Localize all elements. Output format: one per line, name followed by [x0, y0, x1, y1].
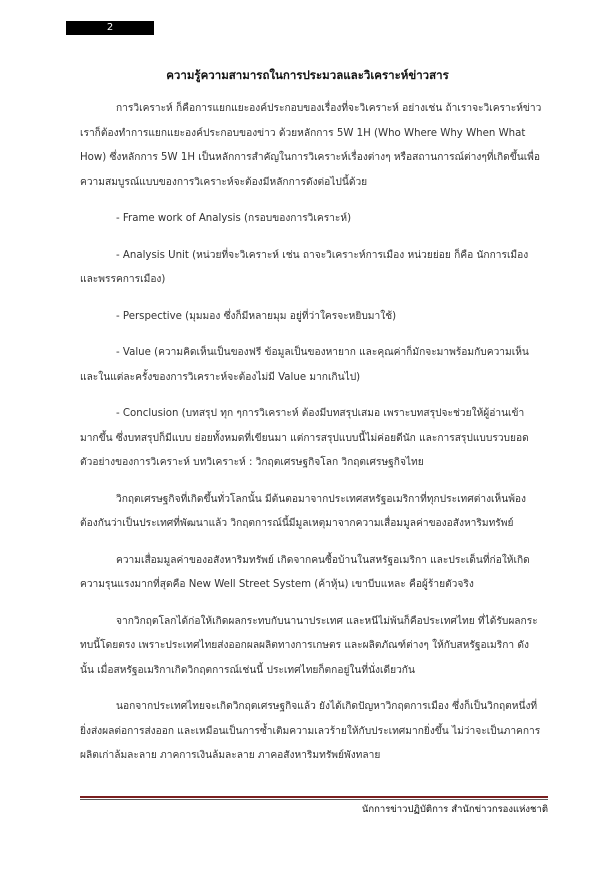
paragraph-perspective: - Perspective (มุมมอง ซึ่งก็มีหลายมุม อยู่ที่ว่าใครจะหยิบมาใช้) — [116, 310, 397, 322]
page-title: ความรู้ความสามารถในการประมวลและวิเคราะห์ข่าวสาร — [166, 68, 449, 82]
paragraph-property-value: ความเสื่อมมูลค่าของอสังหาริมทรัพย์ เกิดจากคนซื้อบ้านในสหรัฐอเมริกา และประเด็นที่ก่อให้เกิดความรุนแรงมากที่สุดคือ New Well Street System (ค้าหุ้น) เขาบีบแหละ คือผู้ร้ายตัวจริง — [80, 554, 530, 590]
paragraph-intro: การวิเคราะห์ ก็คือการแยกแยะองค์ประกอบของเรื่องที่จะวิเคราะห์ อย่างเช่น ถ้าเราจะวิเคราะห์ข่าวเราก็ต้องทำการแยกแยะองค์ประกอบของข่าว ด้วยหลักการ 5W 1H (Who Where Why When What How) ซึ่งหลักการ 5W 1H เป็นหลักการสำคัญในการวิเคราะห์เรื่องต่างๆ หรือสถานการณ์ต่างๆที่เกิดขึ้นเพื่อความสมบูรณ์แบบของการวิเคราะห์จะต้องมีหลักการดังต่อไปนี้ด้วย — [80, 103, 542, 188]
footer-divider — [80, 796, 548, 798]
paragraph-framework: - Frame work of Analysis (กรอบของการวิเคราะห์) — [116, 213, 352, 224]
page-number: 2 — [66, 21, 154, 35]
paragraph-conclusion: - Conclusion (บทสรุป ทุก ๆการวิเคราะห์ ต้องมีบทสรุปเสมอ เพราะบทสรุปจะช่วยให้ผู้อ่านเข้ามากขึ้น ซึ่งบทสรุปก็มีแบบ ย่อยทั้งหมดที่เขียนมา แต่การสรุปแบบนี้ไม่ค่อยดีนัก และการสรุปแบบรวบยอด ตัวอย่างของการวิเคราะห์ บทวิเคราะห์ : วิกฤตเศรษฐกิจโลก วิกฤตเศรษฐกิจไทย — [80, 408, 529, 468]
footer-divider-thin — [80, 799, 548, 800]
paragraph-political-crisis: นอกจากประเทศไทยจะเกิดวิกฤตเศรษฐกิจแล้ว ยังได้เกิดปัญหาวิกฤตการเมือง ซึ่งก็เป็นวิกฤตหนึ่งที่ยิ่งส่งผลต่อการส่งออก และเหมือนเป็นการซ้ำเติมความเลวร้ายให้กับประเทศมากยิ่งขึ้น ไม่ว่าจะเป็นภาคการผลิตเก่าล้มละลาย ภาคการเงินล้มละลาย ภาคอสังหาริมทรัพย์พังทลาย — [80, 701, 541, 761]
paragraph-value: - Value (ความคิดเห็นเป็นของฟรี ข้อมูลเป็นของหายาก และคุณค่าก็มักจะมาพร้อมกับความเห็นและในแต่ละครั้งของการวิเคราะห์จะต้องไม่มี Value มากเกินไป) — [80, 347, 529, 383]
body-text — [80, 97, 542, 781]
paragraph-analysis-unit: - Analysis Unit (หน่วยที่จะวิเคราะห์ เช่น ถาจะวิเคราะห์การเมือง หน่วยย่อย ก็คือ นักการเมืองและพรรคการเมือง) — [80, 249, 529, 285]
paragraph-thailand-impact: จากวิกฤตโลกได้ก่อให้เกิดผลกระทบกับนานาประเทศ และหนีไม่พ้นก็คือประเทศไทย ที่ได้รับผลกระทบนี้โดยตรง เพราะประเทศไทยส่งออกผลผลิตทางการเกษตร และผลิตภัณฑ์ต่างๆ ให้กับสหรัฐอเมริกา ดังนั้น เมื่อสหรัฐอเมริกาเกิดวิกฤตการณ์เช่นนี้ ประเทศไทยก็ตกอยู่ในที่นั่งเดียวกัน — [80, 615, 538, 676]
footer-text: นักการข่าวปฏิบัติการ สำนักข่าวกรองแห่งชาติ — [361, 804, 548, 815]
paragraph-crisis-origin: วิกฤตเศรษฐกิจที่เกิดขึ้นทั่วโลกนั้น มีต้นตอมาจากประเทศสหรัฐอเมริกาที่ทุกประเทศต่างเห็นพ้องต้องกันว่าเป็นประเทศที่พัฒนาแล้ว วิกฤตการณ์นี้มีมูลเหตุมาจากความเสื่อมมูลค่าของอสังหาริมทรัพย์ — [80, 493, 527, 529]
